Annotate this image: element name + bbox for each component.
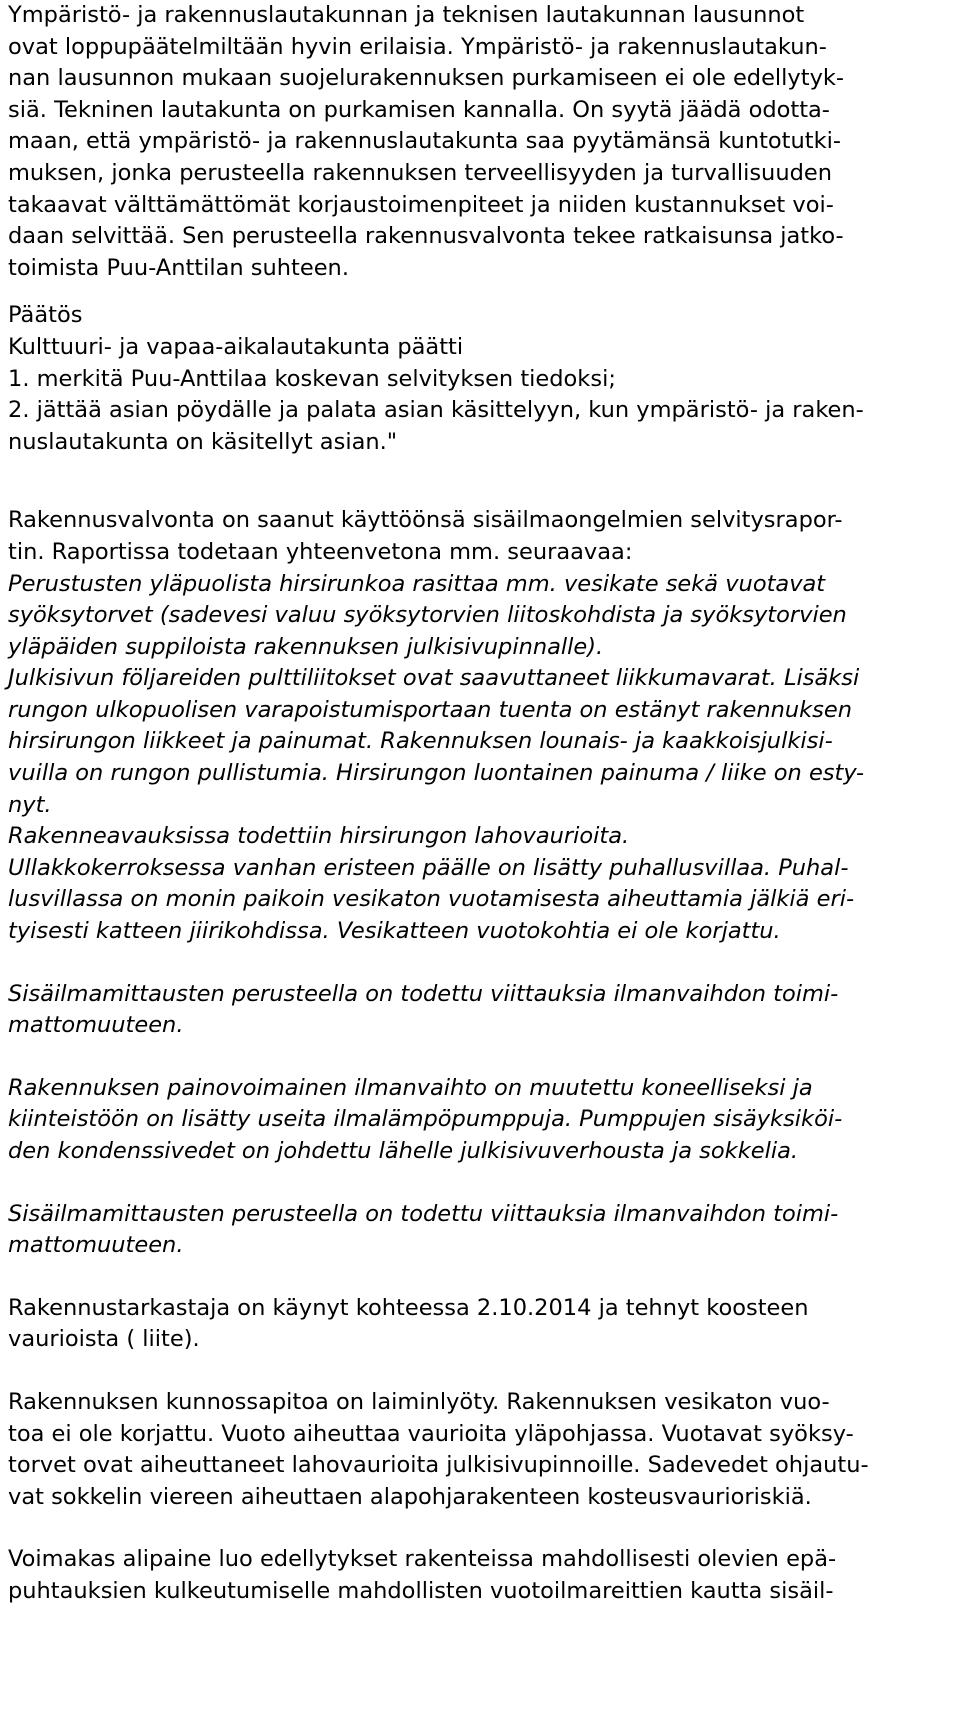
paragraph-inspection xyxy=(8,1293,960,1356)
text-line: den kondenssivedet on johdettu lähelle julkisivuverhousta ja sokkelia. xyxy=(8,1138,799,1164)
text-line: Voimakas alipaine luo edellytykset rakenteissa mahdollisesti olevien epä- xyxy=(8,1546,837,1573)
spacer xyxy=(8,284,960,300)
spacer xyxy=(8,458,960,505)
text-line: takaavat välttämättömät korjaustoimenpiteet ja niiden kustannukset voi- xyxy=(8,191,834,218)
text-line: Rakenneavauksissa todettiin hirsirungon lahovaurioita. xyxy=(8,823,630,850)
text-line: nyt. xyxy=(8,791,52,818)
text-line: hirsirungon liikkeet ja painumat. Rakennuksen lounais- ja kaakkoisjulkisi- xyxy=(8,728,833,755)
text-line: Sisäilmamittausten perusteella on todettu viittauksia ilmanvaihdon toimi- xyxy=(8,1200,839,1227)
decision-item-1: 1. merkitä Puu-Anttilaa koskevan selvityksen tiedoksi; xyxy=(8,365,616,392)
text-line: Ullakkokerroksessa vanhan eristeen päälle on lisätty puhallusvillaa. Puhal- xyxy=(8,854,849,881)
paragraph-ventilation-3 xyxy=(8,1199,960,1262)
text-line: toa ei ole korjattu. Vuoto aiheuttaa vaurioita yläpohjassa. Vuotavat syöksy- xyxy=(8,1420,854,1447)
text-line: ovat loppupäätelmiltään hyvin erilaisia. Ympäristö- ja rakennuslautakun- xyxy=(8,33,827,60)
paragraph-lautakunta-statements xyxy=(8,0,960,284)
text-line: tyisesti katteen jiirikohdissa. Vesikatteen vuotokohtia ei ole korjattu. xyxy=(8,918,781,945)
text-line: torvet ovat aiheuttaneet lahovaurioita julkisivupinnoille. Sadevedet ohjautu- xyxy=(8,1452,869,1479)
paragraph-pressure xyxy=(8,1544,960,1607)
spacer xyxy=(8,1168,960,1199)
text-line: mattomuuteen. xyxy=(8,1232,184,1259)
text-line: lusvillassa on monin paikoin vesikaton vuotamisesta aiheuttamia jälkiä eri- xyxy=(8,886,855,913)
spacer xyxy=(8,1042,960,1073)
text-line: syöksytorvet (sadevesi valuu syöksytorvien liitoskohdista ja syöksytorvien xyxy=(8,602,847,629)
text-line: vuilla on rungon pullistumia. Hirsirungon luontainen painuma / liike on esty- xyxy=(8,760,864,787)
spacer xyxy=(8,1262,960,1293)
text-line: muksen, jonka perusteella rakennuksen terveellisyyden ja turvallisuuden xyxy=(8,159,832,186)
text-line: Sisäilmamittausten perusteella on todettu viittauksia ilmanvaihdon toimi- xyxy=(8,980,839,1007)
text-line: nan lausunnon mukaan suojelurakennuksen purkamiseen ei ole edellytyk- xyxy=(8,65,845,92)
text-line: vat sokkelin viereen aiheuttaen alapohjarakenteen kosteusvaurioriskiä. xyxy=(8,1483,812,1510)
text-line: Rakennuksen kunnossapitoa on laiminlyöty. Rakennuksen vesikaton vuo- xyxy=(8,1388,830,1415)
paragraph-ventilation-2 xyxy=(8,1073,960,1168)
text-line: tin. Raportissa todetaan yhteenvetona mm. seuraavaa: xyxy=(8,538,633,565)
text-line: Rakennuksen painovoimainen ilmanvaihto on muutettu koneelliseksi ja xyxy=(8,1074,813,1101)
spacer xyxy=(8,948,960,979)
decision-heading: Päätös xyxy=(8,302,83,329)
text-line: toimista Puu-Anttilan suhteen. xyxy=(8,254,349,281)
text-line: Ympäristö- ja rakennuslautakunnan ja teknisen lautakunnan lausunnot xyxy=(8,2,805,28)
text-line: Julkisivun följareiden pulttiliitokset ovat saavuttaneet liikkumavarat. Lisäksi xyxy=(8,665,860,692)
text-line: puhtauksien kulkeutumiselle mahdollisten vuotoilmareittien kautta sisäil- xyxy=(8,1577,834,1604)
text-line: nuslautakunta on käsitellyt asian." xyxy=(8,428,398,455)
text-line: Perustusten yläpuolista hirsirunkoa rasittaa mm. vesikate sekä vuotavat xyxy=(8,570,826,597)
text-line: siä. Tekninen lautakunta on purkamisen kannalla. On syytä jäädä odotta- xyxy=(8,96,830,123)
spacer xyxy=(8,1513,960,1544)
text-line: yläpäiden suppiloista rakennuksen julkisivupinnalle). xyxy=(8,633,604,660)
text-line: Kulttuuri- ja vapaa-aikalautakunta päätti xyxy=(8,333,464,360)
text-line: maan, että ympäristö- ja rakennuslautakunta saa pyytämänsä kuntotutki- xyxy=(8,128,841,155)
decision-item-2: 2. jättää asian pöydälle ja palata asian käsittelyyn, kun ympäristö- ja raken- xyxy=(8,397,864,424)
text-line: kiinteistöön on lisätty useita ilmalämpöpumppuja. Pumppujen sisäyksiköi- xyxy=(8,1106,843,1133)
paragraph-report-intro xyxy=(8,505,960,568)
paragraph-maintenance xyxy=(8,1387,960,1513)
text-line: vaurioista ( liite). xyxy=(8,1326,200,1353)
paragraph-ventilation-1 xyxy=(8,979,960,1042)
text-line: daan selvittää. Sen perusteella rakennusvalvonta tekee ratkaisunsa jatko- xyxy=(8,223,844,250)
text-line: Rakennustarkastaja on käynyt kohteessa 2.10.2014 ja tehnyt koosteen xyxy=(8,1294,809,1321)
report-findings xyxy=(8,569,960,948)
text-line: Rakennusvalvonta on saanut käyttöönsä sisäilmaongelmien selvitysrapor- xyxy=(8,507,843,534)
text-line: rungon ulkopuolisen varapoistumisportaan tuenta on estänyt rakennuksen xyxy=(8,696,852,723)
spacer xyxy=(8,1356,960,1387)
text-line: mattomuuteen. xyxy=(8,1012,184,1039)
decision-section xyxy=(8,300,960,458)
